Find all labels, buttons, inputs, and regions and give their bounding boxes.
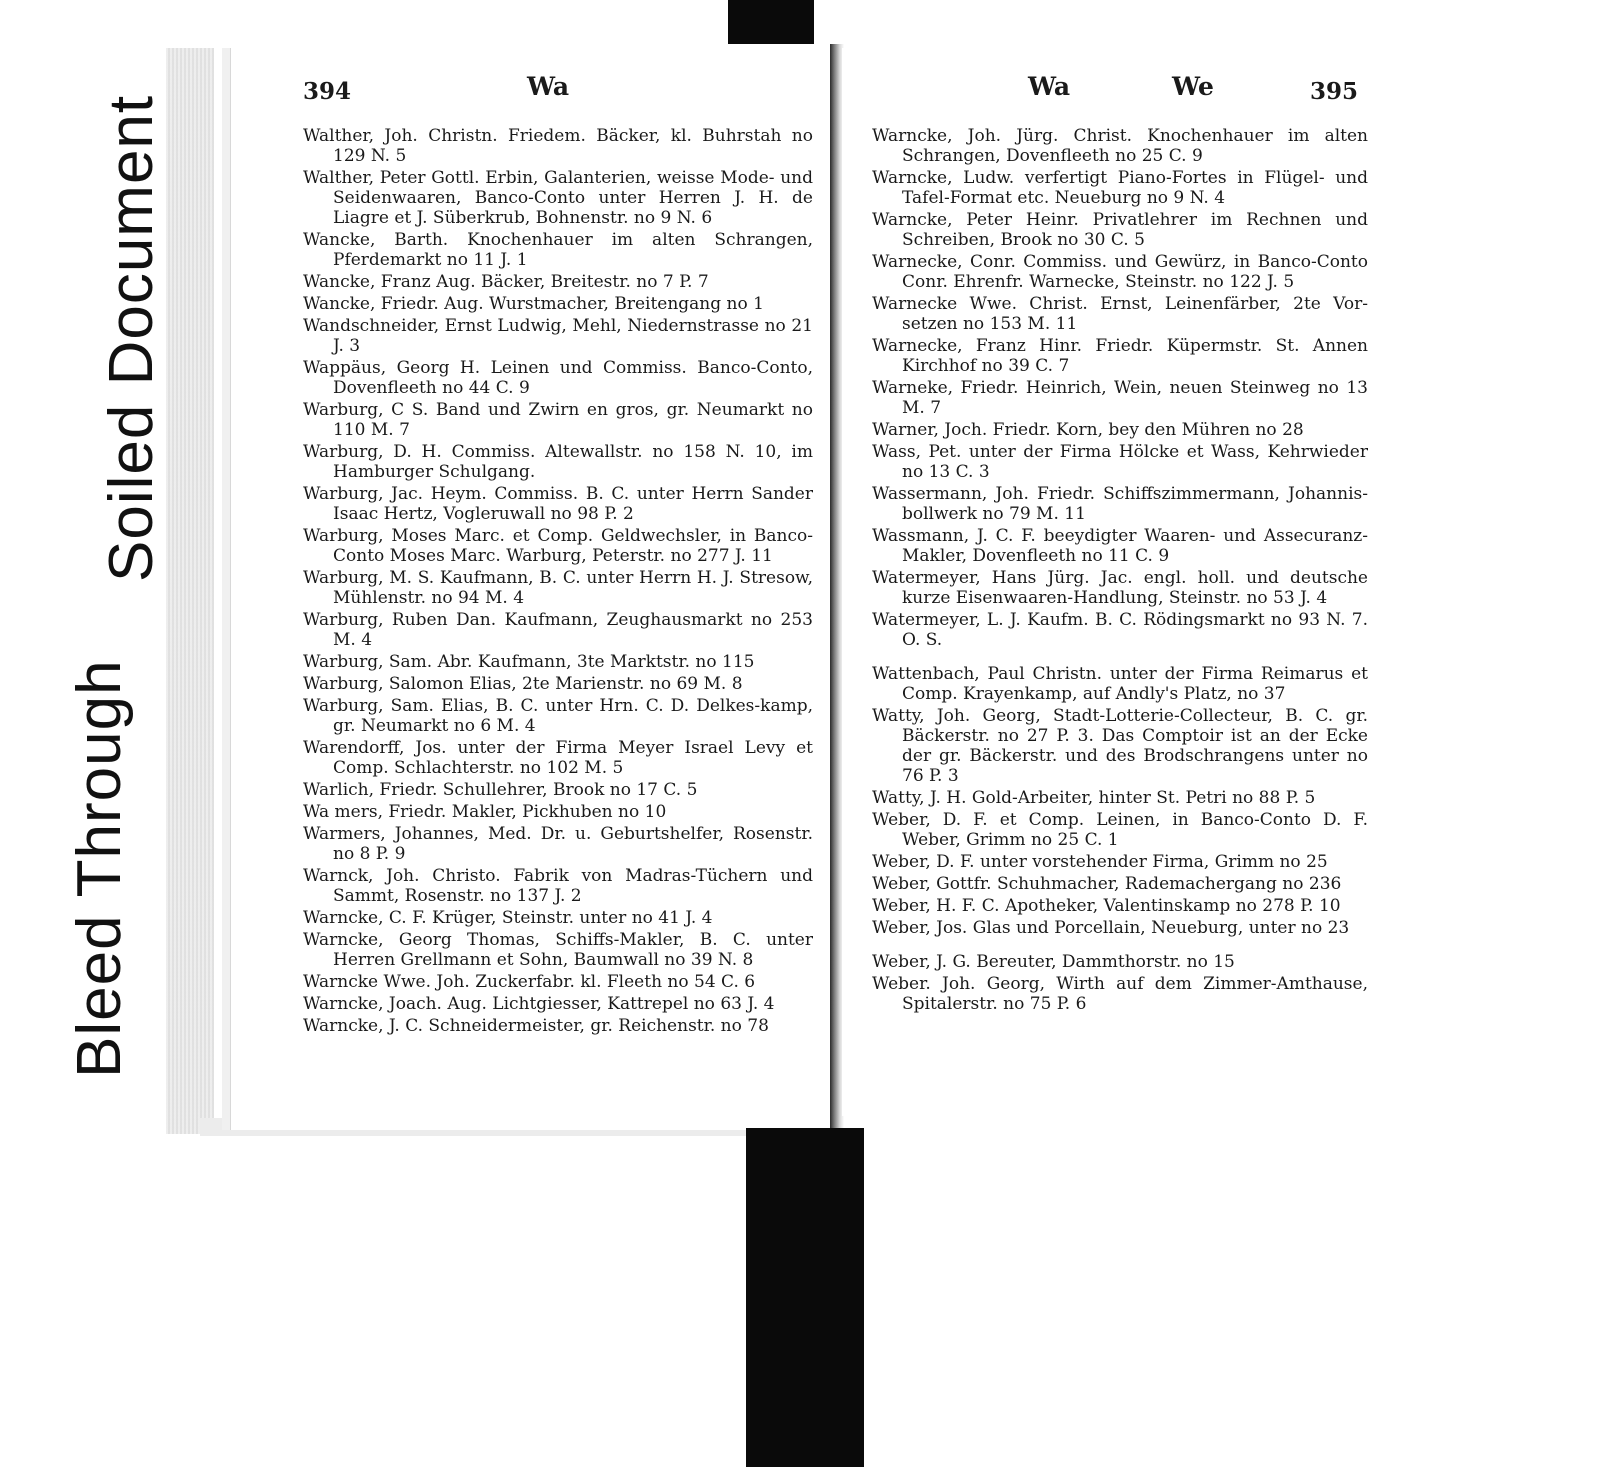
left-page-number: 394 [303,78,352,105]
directory-entry: Watermeyer, L. J. Kaufm. B. C. Rödingsmarkt no 93 N. 7. O. S. [872,610,1368,650]
directory-entry: Walther, Peter Gottl. Erbin, Galanterien, weisse Mode- und Seidenwaaren, Banco-Conto unter Herren J. H. de Liagre et J. Süberkrub, Bohnenstr. no 9 N. 6 [303,168,813,228]
right-page-heading-right: We [1172,72,1214,101]
directory-entry: Warendorff, Jos. unter der Firma Meyer Israel Levy et Comp. Schlachterstr. no 102 M. 5 [303,738,813,778]
directory-entry: Warncke, Joach. Aug. Lichtgiesser, Kattrepel no 63 J. 4 [303,994,775,1014]
directory-entry: Wancke, Barth. Knochenhauer im alten Schrangen, Pferdemarkt no 11 J. 1 [303,230,813,270]
directory-entry: Warburg, Moses Marc. et Comp. Geldwechsler, in Banco-Conto Moses Marc. Warburg, Peterstr. no 277 J. 11 [303,526,813,566]
directory-entry: Warburg, Sam. Abr. Kaufmann, 3te Marktstr. no 115 [303,652,755,672]
directory-entry: Warburg, D. H. Commiss. Altewallstr. no 158 N. 10, im Hamburger Schulgang. [303,442,813,482]
directory-entry: Warmers, Johannes, Med. Dr. u. Geburtshelfer, Rosenstr. no 8 P. 9 [303,824,813,864]
spine-clip-bottom [746,1128,864,1467]
directory-entry: Wappäus, Georg H. Leinen und Commiss. Banco-Conto, Dovenfleeth no 44 C. 9 [303,358,813,398]
directory-entry: Wassermann, Joh. Friedr. Schiffszimmermann, Johannis-bollwerk no 79 M. 11 [872,484,1368,524]
directory-entry: Warburg, Jac. Heym. Commiss. B. C. unter Herrn Sander Isaac Hertz, Vogleruwall no 98 P. 2 [303,484,813,524]
right-page-heading-left: Wa [1028,72,1071,101]
bleed-through-label: Bleed Through [65,659,134,1078]
directory-entry: Warncke, J. C. Schneidermeister, gr. Reichenstr. no 78 [303,1016,769,1036]
directory-entry: Warlich, Friedr. Schullehrer, Brook no 17 C. 5 [303,780,698,800]
directory-entry: Wa mers, Friedr. Makler, Pickhuben no 10 [303,802,667,822]
directory-entry: Warneke, Friedr. Heinrich, Wein, neuen Steinweg no 13 M. 7 [872,378,1368,418]
directory-entry: Warncke Wwe. Joh. Zuckerfabr. kl. Fleeth no 54 C. 6 [303,972,756,992]
directory-entry: Walther, Joh. Christn. Friedem. Bäcker, kl. Buhrstah no 129 N. 5 [303,126,813,166]
left-page-heading: Wa [527,72,570,101]
page-edges [166,48,214,1134]
directory-entry: Wancke, Friedr. Aug. Wurstmacher, Breitengang no 1 [303,294,764,314]
directory-entry: Warnecke, Franz Hinr. Friedr. Küpermstr. St. Annen Kirchhof no 39 C. 7 [872,336,1368,376]
directory-entry: Wassmann, J. C. F. beeydigter Waaren- und Assecuranz-Makler, Dovenfleeth no 11 C. 9 [872,526,1368,566]
directory-entry: Warburg, Salomon Elias, 2te Marienstr. no 69 M. 8 [303,674,743,694]
directory-entry: Warnecke, Conr. Commiss. und Gewürz, in Banco-Conto Conr. Ehrenfr. Warnecke, Steinstr. no 122 J. 5 [872,252,1368,292]
directory-entry: Warncke, Joh. Jürg. Christ. Knochenhauer im alten Schrangen, Dovenfleeth no 25 C. 9 [872,126,1368,166]
directory-entry: Weber. Joh. Georg, Wirth auf dem Zimmer-Amthause, Spitalerstr. no 75 P. 6 [872,974,1368,1014]
directory-entry: Warncke, Ludw. verfertigt Piano-Fortes in Flügel- und Tafel-Format etc. Neueburg no 9 N. 4 [872,168,1368,208]
left-entry-list [303,126,813,1038]
directory-entry: Warburg, Sam. Elias, B. C. unter Hrn. C. D. Delkes-kamp, gr. Neumarkt no 6 M. 4 [303,696,813,736]
directory-entry: Weber, Jos. Glas und Porcellain, Neueburg, unter no 23 [872,918,1350,938]
directory-entry: Weber, D. F. unter vorstehender Firma, Grimm no 25 [872,852,1328,872]
directory-entry: Weber, Gottfr. Schuhmacher, Rademachergang no 236 [872,874,1342,894]
directory-entry: Warnecke Wwe. Christ. Ernst, Leinenfärber, 2te Vor-setzen no 153 M. 11 [872,294,1368,334]
soiled-document-label: Soiled Document [96,87,167,590]
directory-entry: Warner, Joch. Friedr. Korn, bey den Mühren no 28 [872,420,1304,440]
right-entry-list [872,126,1368,1016]
directory-entry: Wancke, Franz Aug. Bäcker, Breitestr. no 7 P. 7 [303,272,709,292]
directory-entry: Watty, J. H. Gold-Arbeiter, hinter St. Petri no 88 P. 5 [872,788,1316,808]
left-page-header [231,68,833,108]
right-page-header [842,68,1386,108]
directory-entry: Weber, D. F. et Comp. Leinen, in Banco-Conto D. F. Weber, Grimm no 25 C. 1 [872,810,1368,850]
directory-entry: Watty, Joh. Georg, Stadt-Lotterie-Collecteur, B. C. gr. Bäckerstr. no 27 P. 3. Das Comptoir ist an der Ecke der gr. Bäckerstr. und des Brodschrangens unter no 76 P. 3 [872,706,1368,786]
directory-entry: Wass, Pet. unter der Firma Hölcke et Wass, Kehrwieder no 13 C. 3 [872,442,1368,482]
directory-entry: Watermeyer, Hans Jürg. Jac. engl. holl. und deutsche kurze Eisenwaaren-Handlung, Steinstr. no 53 J. 4 [872,568,1368,608]
directory-entry: Wattenbach, Paul Christn. unter der Firma Reimarus et Comp. Krayenkamp, auf Andly's Platz, no 37 [872,664,1368,704]
spine-clip-top [728,0,814,44]
directory-entry: Warncke, C. F. Krüger, Steinstr. unter no 41 J. 4 [303,908,713,928]
directory-entry: Warburg, Ruben Dan. Kaufmann, Zeughausmarkt no 253 M. 4 [303,610,813,650]
directory-entry: Warburg, M. S. Kaufmann, B. C. unter Herrn H. J. Stresow, Mühlenstr. no 94 M. 4 [303,568,813,608]
directory-entry: Warburg, C S. Band und Zwirn en gros, gr. Neumarkt no 110 M. 7 [303,400,813,440]
directory-entry: Wandschneider, Ernst Ludwig, Mehl, Niedernstrasse no 21 J. 3 [303,316,813,356]
directory-entry: Warncke, Peter Heinr. Privatlehrer im Rechnen und Schreiben, Brook no 30 C. 5 [872,210,1368,250]
directory-entry: Warncke, Georg Thomas, Schiffs-Makler, B. C. unter Herren Grellmann et Sohn, Baumwall no 39 N. 8 [303,930,813,970]
directory-entry: Warnck, Joh. Christo. Fabrik von Madras-Tüchern und Sammt, Rosenstr. no 137 J. 2 [303,866,813,906]
directory-entry: Weber, J. G. Bereuter, Dammthorstr. no 15 [872,952,1235,972]
right-page [842,48,1386,1116]
left-page [230,48,833,1130]
directory-entry: Weber, H. F. C. Apotheker, Valentinskamp no 278 P. 10 [872,896,1341,916]
right-page-number: 395 [1310,78,1359,105]
